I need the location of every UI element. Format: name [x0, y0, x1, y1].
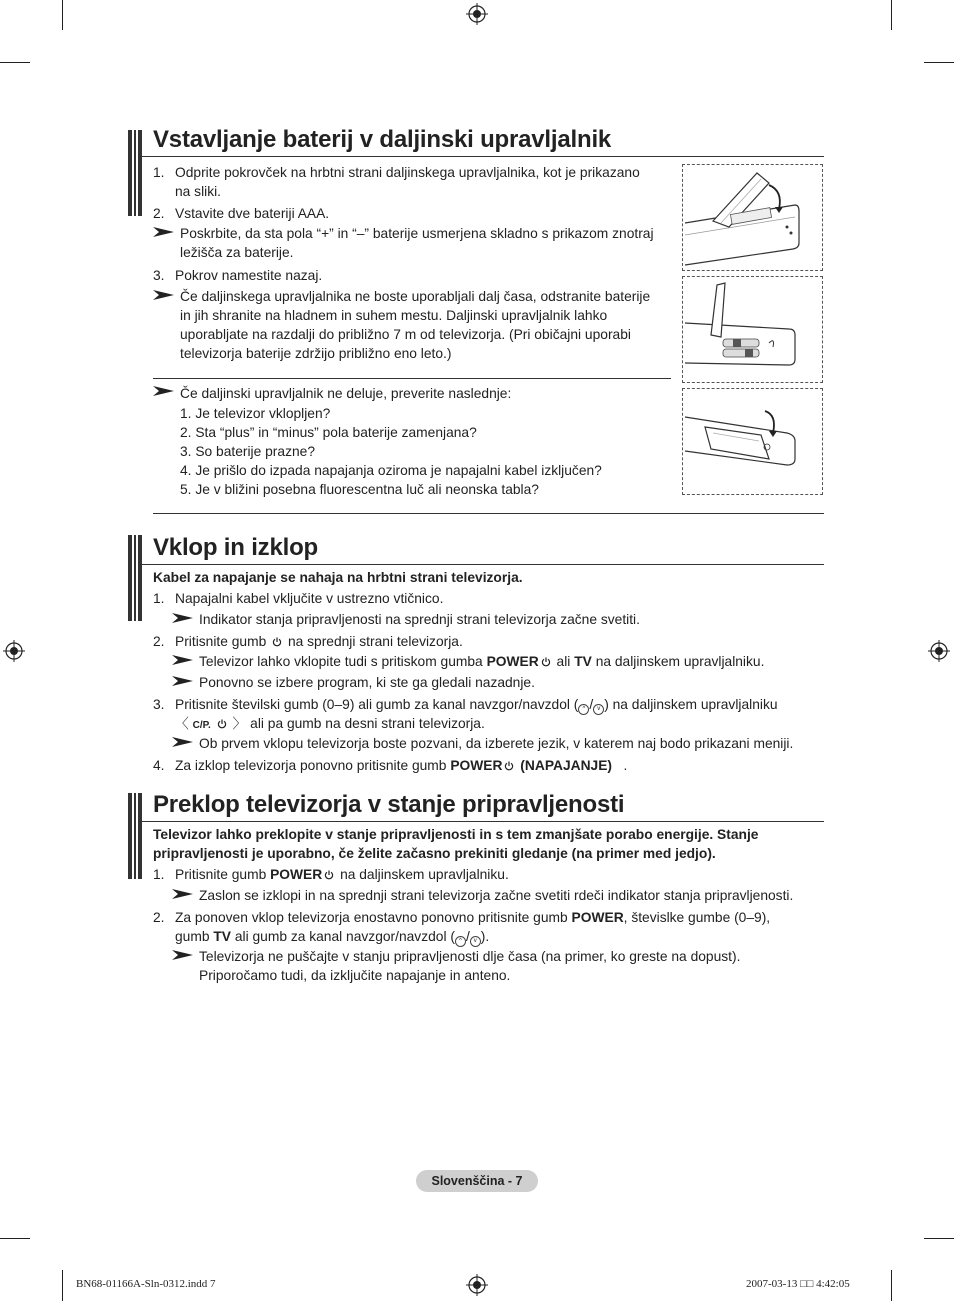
- list-item-text: 〈 C/P. 〉 ali pa gumb na desni strani televizorja.: [175, 716, 485, 731]
- registration-mark-icon: [3, 640, 25, 662]
- note-text: ležišča za baterije.: [180, 245, 294, 260]
- remote-cover-open-illustration: [682, 164, 823, 271]
- channel-down-icon: v: [593, 704, 604, 715]
- note-text: Priporočamo tudi, da izključite napajanje in anteno.: [199, 968, 511, 983]
- divider: [153, 378, 671, 379]
- note-text: in jih shranite na hladnem in suhem mestu. Daljinski upravljalnik lahko: [180, 308, 608, 323]
- check-item: 4. Je prišlo do izpada napajanja oziroma je napajalni kabel izključen?: [180, 463, 602, 478]
- list-number: 1.: [153, 591, 165, 606]
- note-text: Ponovno se izbere program, ki ste ga gledali nazadnje.: [199, 675, 535, 690]
- check-item: 3. So baterije prazne?: [180, 444, 315, 459]
- channel-up-icon: ^: [455, 936, 466, 947]
- list-item-text: Pritisnite gumb POWER na daljinskem upravljalniku.: [175, 867, 509, 882]
- note-text: Ob prvem vklopu televizorja boste pozvani, da izberete jezik, v katerem naj bodo prikazani meniji.: [199, 736, 794, 751]
- list-number: 3.: [153, 697, 165, 712]
- list-number: 1.: [153, 867, 165, 882]
- section-bar: [128, 793, 142, 879]
- note-arrow-icon: [153, 227, 174, 237]
- channel-up-icon: ^: [578, 704, 589, 715]
- note-arrow-icon: [172, 655, 193, 665]
- list-item-text: gumb TV ali gumb za kanal navzgor/navzdol ( ^ / v ).: [175, 927, 489, 947]
- list-item-text: Vstavite dve bateriji AAA.: [175, 206, 330, 221]
- note-arrow-icon: [172, 950, 193, 960]
- chevron-left-icon: 〈: [175, 716, 189, 731]
- print-slug-file: BN68-01166A-Sln-0312.indd 7: [76, 1278, 216, 1290]
- section-bar: [128, 535, 142, 621]
- remote-battery-insert-illustration: [682, 276, 823, 383]
- crop-mark: [924, 1238, 954, 1239]
- channel-down-icon: v: [470, 936, 481, 947]
- list-item-text: Pokrov namestite nazaj.: [175, 268, 323, 283]
- crop-mark: [62, 0, 63, 30]
- note-text: Poskrbite, da sta pola “+” in “–” baterije usmerjena skladno s prikazom znotraj: [180, 226, 654, 241]
- crop-mark: [891, 0, 892, 30]
- note-arrow-icon: [172, 889, 193, 899]
- remote-cover-close-illustration: [682, 388, 823, 495]
- chevron-right-icon: 〉: [232, 716, 247, 731]
- section-title: Vklop in izklop: [153, 534, 319, 561]
- section-rule: [142, 156, 824, 157]
- note-text: Če daljinski upravljalnik ne deluje, preverite naslednje:: [180, 386, 512, 401]
- list-item-text: Za izklop televizorja ponovno pritisnite gumb POWER (NAPAJANJE) .: [175, 758, 628, 773]
- crop-mark: [0, 1238, 30, 1239]
- note-arrow-icon: [153, 386, 174, 396]
- list-item-text: Za ponoven vklop televizorja enostavno ponovno pritisnite gumb POWER, števislke gumbe (0–9),: [175, 910, 771, 925]
- list-number: 2.: [153, 206, 165, 221]
- list-number: 4.: [153, 758, 165, 773]
- section-lead: Kabel za napajanje se nahaja na hrbtni strani televizorja.: [153, 570, 523, 585]
- check-item: 1. Je televizor vklopljen?: [180, 406, 331, 421]
- section-title: Vstavljanje baterij v daljinski upravljalnik: [153, 126, 612, 153]
- note-arrow-icon: [172, 676, 193, 686]
- note-text: Indikator stanja pripravljenosti na sprednji strani televizorja začne svetiti.: [199, 612, 640, 627]
- list-number: 3.: [153, 268, 165, 283]
- section-title: Preklop televizorja v stanje pripravljenosti: [153, 791, 625, 818]
- power-icon: [504, 761, 514, 771]
- section-rule: [142, 821, 824, 822]
- registration-mark-icon: [466, 3, 488, 25]
- power-icon: [217, 719, 227, 729]
- list-item-text: Odprite pokrovček na hrbtni strani daljinskega upravljalnika, kot je prikazano: [175, 165, 640, 180]
- note-text: Zaslon se izklopi in na sprednji strani televizorja začne svetiti rdeči indikator stanja pripravljenosti.: [199, 888, 794, 903]
- check-item: 5. Je v bližini posebna fluorescentna luč ali neonska tabla?: [180, 482, 539, 497]
- crop-mark: [62, 1270, 63, 1301]
- divider: [153, 513, 824, 514]
- crop-mark: [891, 1270, 892, 1301]
- list-number: 2.: [153, 634, 165, 649]
- note-text: Televizor lahko vklopite tudi s pritiskom gumba POWER ali TV na daljinskem upravljalniku.: [199, 654, 765, 669]
- list-item-text: Pritisnite številski gumb (0–9) ali gumb za kanal navzgor/navzdol ( ^ / v ) na daljinskem upravljalniku: [175, 695, 778, 715]
- list-item-text: Napajalni kabel vključite v ustrezno vtičnico.: [175, 591, 444, 606]
- note-text: Če daljinskega upravljalnika ne boste uporabljali dalj časa, odstranite baterije: [180, 289, 651, 304]
- page-number-label: Slovenščina - 7: [431, 1174, 523, 1188]
- power-icon: [324, 870, 334, 880]
- registration-mark-icon: [466, 1274, 488, 1296]
- check-item: 2. Sta “plus” in “minus” pola baterije zamenjana?: [180, 425, 477, 440]
- section-lead: Televizor lahko preklopite v stanje pripravljenosti in s tem zmanjšate porabo energije. Stanje: [153, 827, 759, 842]
- list-number: 2.: [153, 910, 165, 925]
- registration-mark-icon: [928, 640, 950, 662]
- note-text: televizorja baterije zdržijo približno eno leto.): [180, 346, 452, 361]
- crop-mark: [0, 62, 30, 63]
- list-item-text: na sliki.: [175, 184, 222, 199]
- power-icon: [541, 657, 551, 667]
- page-number-badge: [416, 1170, 538, 1192]
- list-number: 1.: [153, 165, 165, 180]
- note-arrow-icon: [172, 613, 193, 623]
- print-slug-date: 2007-03-13 □□ 4:42:05: [746, 1278, 850, 1290]
- section-bar: [128, 130, 142, 216]
- section-rule: [142, 564, 824, 565]
- note-text: uporabljate na razdalji do približno 7 m od televizorja. (Pri običajni uporabi: [180, 327, 631, 342]
- list-item-text: Pritisnite gumb na sprednji strani televizorja.: [175, 634, 463, 649]
- note-arrow-icon: [172, 737, 193, 747]
- note-text: Televizorja ne puščajte v stanju pripravljenosti dlje časa (na primer, ko greste na dopust).: [199, 949, 741, 964]
- crop-mark: [924, 62, 954, 63]
- note-arrow-icon: [153, 290, 174, 300]
- power-icon: [272, 637, 282, 647]
- section-lead: pripravljenosti je uporabno, če želite začasno prekiniti gledanje (na primer med jedjo).: [153, 846, 716, 861]
